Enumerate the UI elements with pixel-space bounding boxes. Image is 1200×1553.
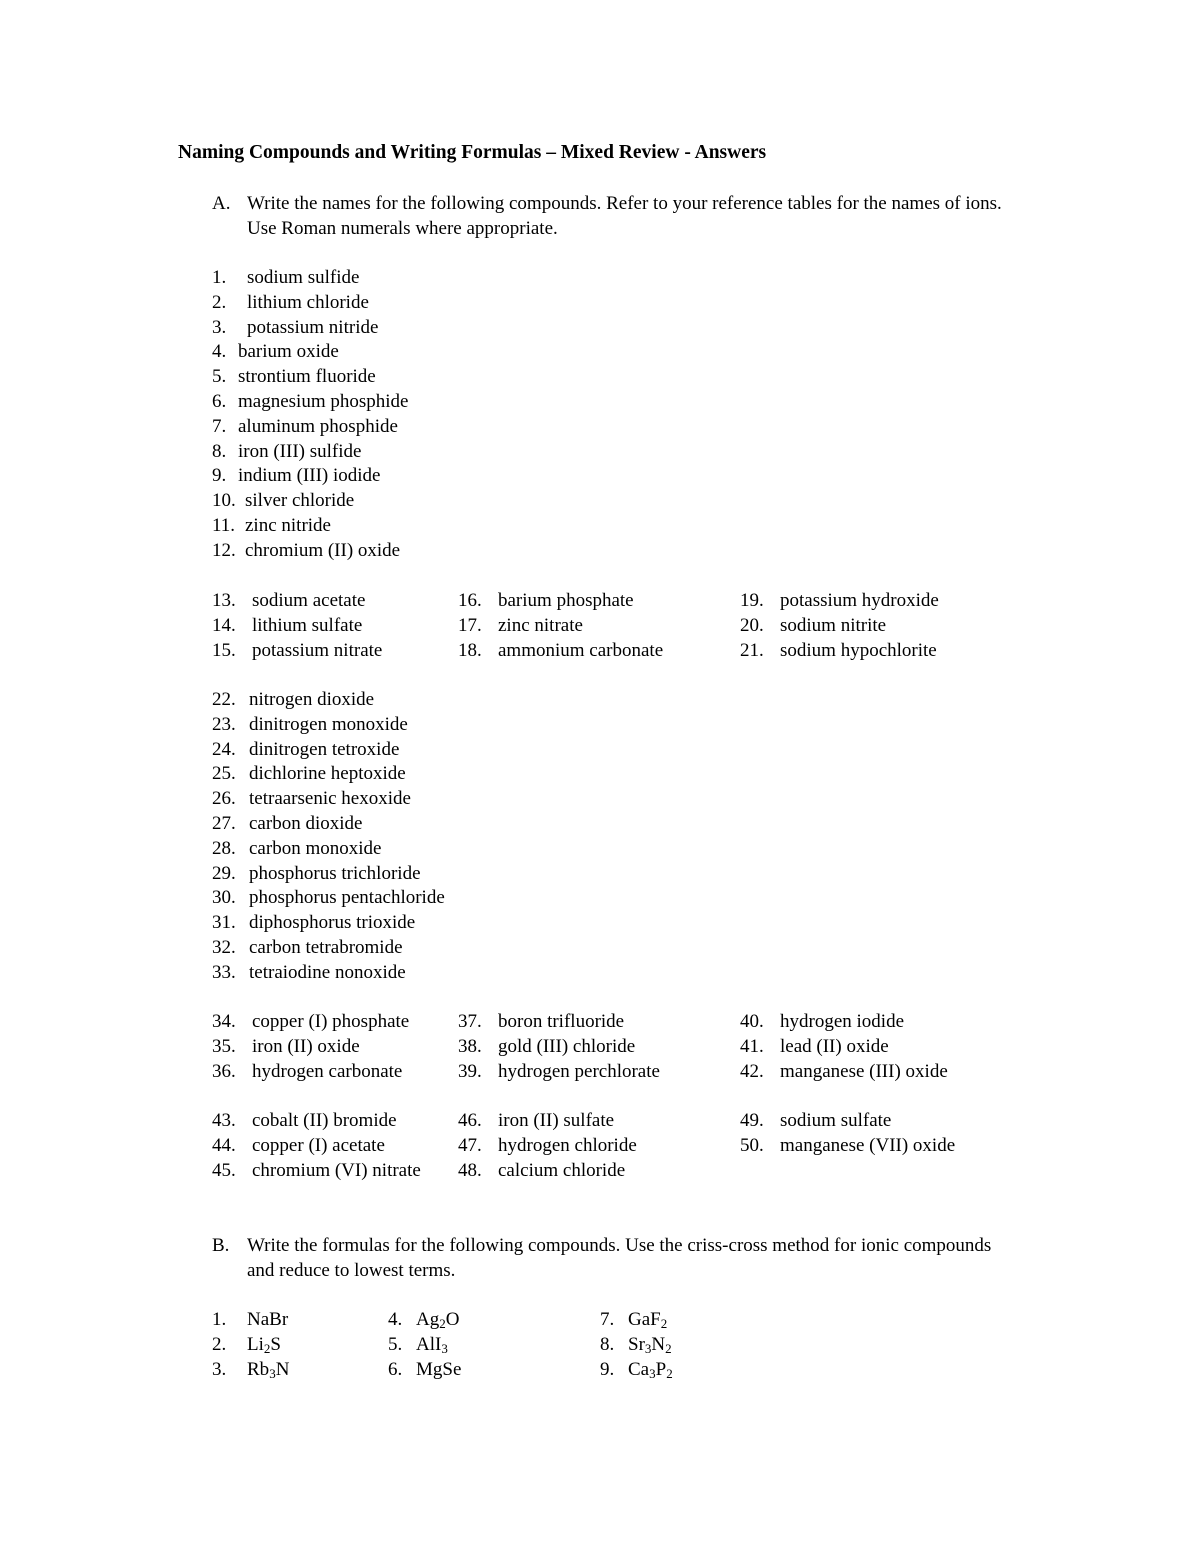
chemical-formula: $Ca_3P_2$ <box>628 1358 673 1381</box>
item-number: 50. <box>740 1134 764 1156</box>
list-item <box>740 1060 948 1085</box>
formula-item <box>212 1333 289 1358</box>
item-number: 30. <box>212 887 236 909</box>
list-item <box>212 713 445 738</box>
compound-name: hydrogen carbonate <box>252 1060 403 1082</box>
list-item <box>212 886 445 911</box>
item-number: 12. <box>212 539 236 561</box>
list-item <box>458 1134 637 1159</box>
answer-list-1-12 <box>212 266 408 564</box>
compound-name: indium (III) iodide <box>238 465 381 487</box>
compound-name: iron (II) sulfate <box>498 1110 615 1131</box>
item-number: 28. <box>212 837 236 859</box>
item-number: 27. <box>212 812 236 834</box>
section-b-text: Write the formulas for the following compounds. Use the criss-cross method for ionic compounds and reduce to lowest terms. <box>247 1235 992 1281</box>
chemical-formula: $Sr_3N_2$ <box>628 1333 672 1356</box>
item-number: 39. <box>458 1060 482 1082</box>
compound-name: lithium sulfate <box>252 614 363 636</box>
item-number: 4. <box>212 341 227 363</box>
list-item <box>212 1010 409 1035</box>
compound-name: tetraarsenic hexoxide <box>249 788 411 810</box>
list-item <box>212 1134 421 1159</box>
list-item <box>212 812 445 837</box>
formula-item <box>212 1358 289 1383</box>
compound-name: potassium nitrate <box>252 639 383 661</box>
item-number: 36. <box>212 1060 236 1082</box>
compound-name: aluminum phosphide <box>238 415 398 437</box>
formula-item <box>388 1333 461 1358</box>
chemical-formula: GaF$_2$ <box>628 1309 668 1331</box>
section-a-text: Write the names for the following compounds. Refer to your reference tables for the names of ions. Use Roman numerals where appropriate. <box>247 193 1002 239</box>
item-number: 3. <box>212 316 227 338</box>
item-number: 29. <box>212 862 236 884</box>
item-number: 17. <box>458 614 482 636</box>
list-item <box>212 862 445 887</box>
item-number: 43. <box>212 1110 236 1131</box>
compound-name: chromium (II) oxide <box>245 539 401 561</box>
item-number: 21. <box>740 639 764 661</box>
compound-name: boron trifluoride <box>498 1011 625 1032</box>
page-title: Naming Compounds and Writing Formulas – Mixed Review - Answers <box>178 142 767 163</box>
list-item <box>212 936 445 961</box>
compound-name: manganese (III) oxide <box>780 1060 948 1082</box>
list-item <box>212 787 445 812</box>
compound-name: zinc nitrate <box>498 614 583 636</box>
formula-item <box>212 1308 289 1333</box>
item-number: 8. <box>212 440 227 462</box>
list-item <box>212 837 445 862</box>
item-number: 37. <box>458 1011 482 1032</box>
formula-item <box>388 1358 461 1383</box>
item-number: 9. <box>212 465 227 487</box>
item-number: 46. <box>458 1110 482 1131</box>
list-item <box>212 911 445 936</box>
item-number: 47. <box>458 1134 482 1156</box>
list-item <box>212 961 445 986</box>
formula-item <box>600 1358 673 1383</box>
compound-name: hydrogen chloride <box>498 1134 637 1156</box>
chemical-formula: $Rb_3N$ <box>247 1358 290 1381</box>
compound-name: hydrogen iodide <box>780 1011 905 1032</box>
compound-name: manganese (VII) oxide <box>780 1134 956 1156</box>
list-item <box>212 539 408 564</box>
compound-name: carbon monoxide <box>249 837 382 859</box>
compound-name: lithium chloride <box>247 291 369 313</box>
compound-name: sodium sulfate <box>780 1110 892 1131</box>
item-number: 22. <box>212 689 236 710</box>
item-number: 42. <box>740 1060 764 1082</box>
item-number: 1. <box>212 267 227 288</box>
list-item <box>212 390 408 415</box>
item-number: 32. <box>212 936 236 958</box>
section-b-instruction <box>212 1233 1012 1283</box>
item-number: 35. <box>212 1035 236 1057</box>
compound-name: chromium (VI) nitrate <box>252 1159 421 1181</box>
list-item <box>212 514 408 539</box>
item-number: 15. <box>212 639 236 661</box>
item-number: 7. <box>212 415 227 437</box>
compound-name: phosphorus pentachloride <box>249 887 445 909</box>
list-item <box>458 1010 660 1035</box>
list-item <box>458 1035 660 1060</box>
item-number: 3. <box>212 1358 227 1380</box>
compound-name: tetraiodine nonoxide <box>249 961 406 983</box>
list-item <box>212 489 408 514</box>
item-number: 9. <box>600 1358 615 1380</box>
item-number: 10. <box>212 490 236 512</box>
compound-name: strontium fluoride <box>238 366 376 388</box>
list-item <box>458 1060 660 1085</box>
list-item <box>740 1035 948 1060</box>
compound-name: dinitrogen tetroxide <box>249 738 400 760</box>
list-item <box>212 415 408 440</box>
section-a-letter: A. <box>212 193 231 214</box>
item-number: 6. <box>212 390 227 412</box>
list-item <box>458 614 663 639</box>
list-item <box>740 589 939 614</box>
list-item <box>458 589 663 614</box>
item-number: 6. <box>388 1358 403 1380</box>
item-number: 33. <box>212 961 236 983</box>
item-number: 11. <box>212 514 236 536</box>
item-number: 31. <box>212 912 236 934</box>
item-number: 2. <box>212 291 227 313</box>
item-number: 38. <box>458 1035 482 1057</box>
list-item <box>458 1109 637 1134</box>
formula-item <box>388 1308 461 1333</box>
compound-name: lead (II) oxide <box>780 1035 889 1057</box>
item-number: 45. <box>212 1159 236 1181</box>
list-item <box>740 614 939 639</box>
chemical-formula: NaBr <box>247 1309 289 1330</box>
compound-name: diphosphorus trioxide <box>249 912 416 934</box>
list-item <box>212 340 408 365</box>
item-number: 20. <box>740 614 764 636</box>
compound-name: zinc nitride <box>245 514 331 536</box>
compound-name: potassium nitride <box>247 316 379 338</box>
list-item <box>212 291 408 316</box>
compound-name: sodium acetate <box>252 590 366 611</box>
item-number: 7. <box>600 1309 615 1330</box>
list-item <box>740 1109 955 1134</box>
compound-name: potassium hydroxide <box>780 590 939 611</box>
compound-name: sodium hypochlorite <box>780 639 937 661</box>
formula-item <box>600 1308 673 1333</box>
compound-name: calcium chloride <box>498 1159 626 1181</box>
list-item <box>740 1010 948 1035</box>
item-number: 5. <box>212 366 227 388</box>
list-item <box>212 1035 409 1060</box>
compound-name: phosphorus trichloride <box>249 862 421 884</box>
item-number: 34. <box>212 1011 236 1032</box>
compound-name: dichlorine heptoxide <box>249 763 406 785</box>
compound-name: carbon tetrabromide <box>249 936 403 958</box>
list-item <box>212 1159 421 1184</box>
list-item <box>458 639 663 664</box>
list-item <box>212 738 445 763</box>
item-number: 13. <box>212 590 236 611</box>
item-number: 4. <box>388 1309 403 1330</box>
compound-name: magnesium phosphide <box>238 390 409 412</box>
compound-name: silver chloride <box>245 490 355 512</box>
list-item <box>740 639 939 664</box>
chemical-formula: $Li_2S$ <box>247 1333 281 1356</box>
item-number: 48. <box>458 1159 482 1181</box>
item-number: 44. <box>212 1134 236 1156</box>
compound-name: copper (I) phosphate <box>252 1011 410 1032</box>
answer-list-22-33 <box>212 688 445 986</box>
compound-name: gold (III) chloride <box>498 1035 636 1057</box>
list-item <box>212 266 408 291</box>
list-item <box>212 365 408 390</box>
item-number: 25. <box>212 763 236 785</box>
list-item <box>212 688 445 713</box>
item-number: 1. <box>212 1309 227 1330</box>
list-item <box>212 1060 409 1085</box>
item-number: 40. <box>740 1011 764 1032</box>
list-item <box>212 639 382 664</box>
list-item <box>740 1134 955 1159</box>
list-item <box>212 464 408 489</box>
compound-name: hydrogen perchlorate <box>498 1060 660 1082</box>
list-item <box>212 440 408 465</box>
item-number: 49. <box>740 1110 764 1131</box>
item-number: 8. <box>600 1333 615 1355</box>
list-item <box>212 762 445 787</box>
list-item <box>212 1109 421 1134</box>
list-item <box>212 589 382 614</box>
chemical-formula: AlI$_3$ <box>416 1333 448 1356</box>
item-number: 23. <box>212 713 236 735</box>
section-a-instruction <box>212 191 1012 241</box>
compound-name: copper (I) acetate <box>252 1134 385 1156</box>
compound-name: nitrogen dioxide <box>249 689 375 710</box>
compound-name: barium phosphate <box>498 590 634 611</box>
list-item <box>212 316 408 341</box>
item-number: 26. <box>212 788 236 810</box>
chemical-formula: $Ag_2O$ <box>416 1309 460 1331</box>
compound-name: iron (II) oxide <box>252 1035 360 1057</box>
item-number: 16. <box>458 590 482 611</box>
item-number: 14. <box>212 614 236 636</box>
formula-item <box>600 1333 673 1358</box>
list-item <box>458 1159 637 1184</box>
item-number: 5. <box>388 1333 403 1355</box>
compound-name: sodium nitrite <box>780 614 887 636</box>
item-number: 19. <box>740 590 764 611</box>
compound-name: barium oxide <box>238 341 339 363</box>
section-b-letter: B. <box>212 1235 230 1256</box>
compound-name: ammonium carbonate <box>498 639 664 661</box>
compound-name: carbon dioxide <box>249 812 363 834</box>
compound-name: dinitrogen monoxide <box>249 713 408 735</box>
compound-name: iron (III) sulfide <box>238 440 362 462</box>
item-number: 24. <box>212 738 236 760</box>
compound-name: cobalt (II) bromide <box>252 1110 397 1131</box>
chemical-formula: MgSe <box>416 1358 462 1380</box>
item-number: 41. <box>740 1035 764 1057</box>
list-item <box>212 614 382 639</box>
compound-name: sodium sulfide <box>247 267 360 288</box>
item-number: 18. <box>458 639 482 661</box>
item-number: 2. <box>212 1333 227 1355</box>
